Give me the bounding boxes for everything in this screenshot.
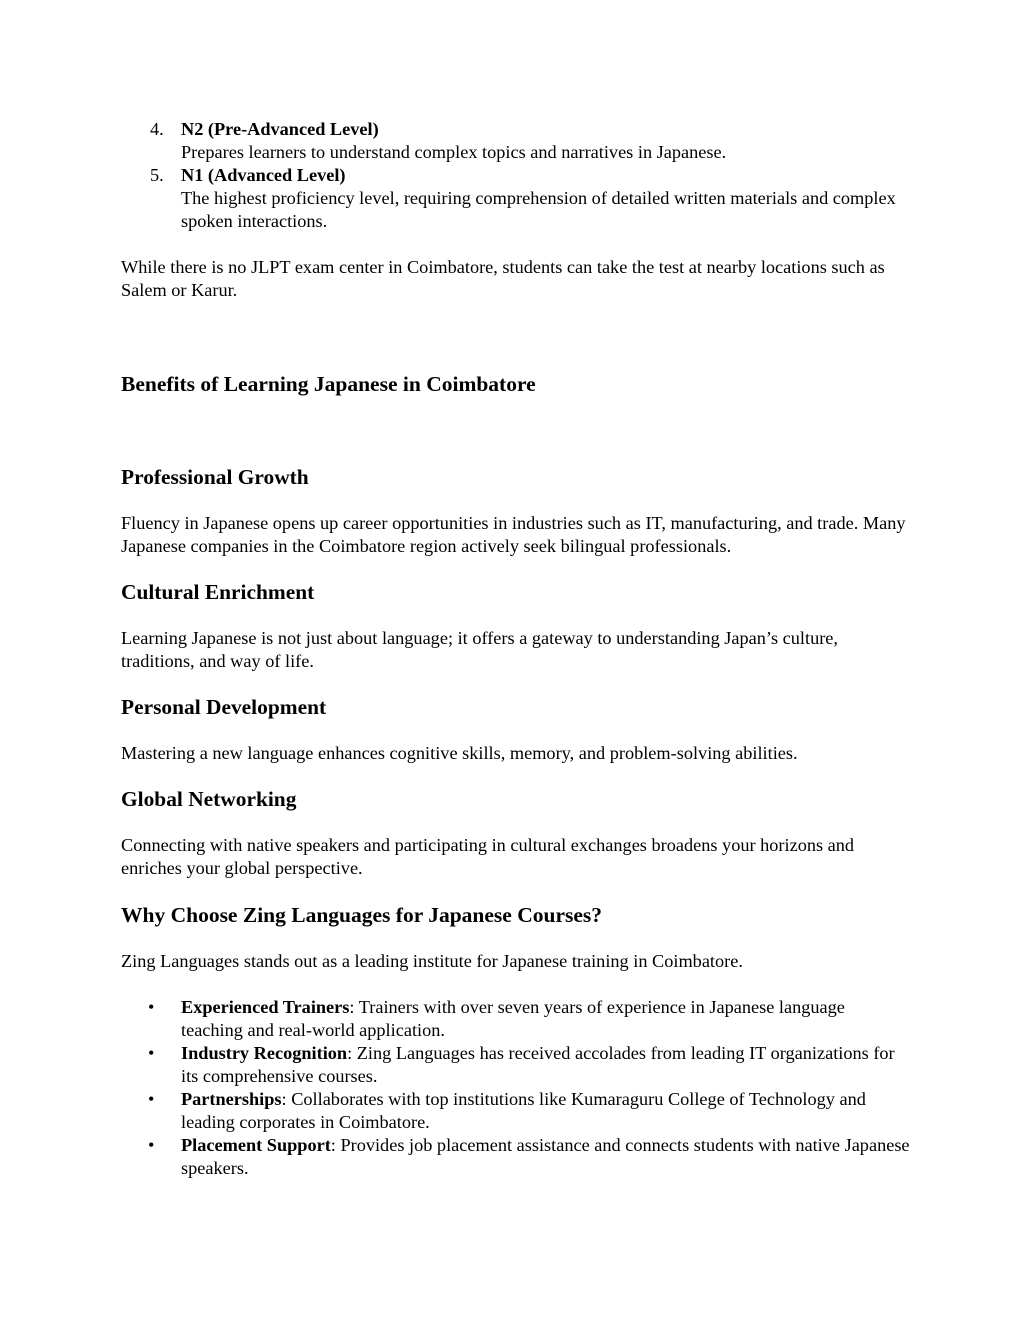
benefit-title-global-networking: Global Networking bbox=[121, 787, 297, 811]
why-choose-heading: Why Choose Zing Languages for Japanese Courses? bbox=[121, 903, 603, 927]
level-title: N1 (Advanced Level) bbox=[181, 165, 346, 185]
feature-text: : Trainers with over seven years of experience in Japanese language teaching and real-world application. bbox=[181, 997, 845, 1040]
jlpt-level-list bbox=[121, 118, 911, 233]
bullet-icon: • bbox=[148, 1043, 155, 1063]
feature-text: : Zing Languages has received accolades from leading IT organizations for its comprehensive courses. bbox=[181, 1043, 895, 1086]
benefit-title-personal-development: Personal Development bbox=[121, 695, 327, 719]
feature-term: Placement Support bbox=[181, 1135, 331, 1155]
bullet-icon: • bbox=[148, 1135, 155, 1155]
list-number: 4. bbox=[150, 119, 164, 139]
benefit-text-professional-growth: Fluency in Japanese opens up career opportunities in industries such as IT, manufacturing, and trade. Many Japanese companies in the Coimbatore region actively seek bilingual professionals. bbox=[121, 513, 906, 556]
feature-term: Partnerships bbox=[181, 1089, 282, 1109]
benefit-title-cultural-enrichment: Cultural Enrichment bbox=[121, 580, 315, 604]
feature-term: Experienced Trainers bbox=[181, 997, 350, 1017]
benefit-text-personal-development: Mastering a new language enhances cognitive skills, memory, and problem-solving abilities. bbox=[121, 743, 798, 763]
benefit-title-professional-growth: Professional Growth bbox=[121, 465, 309, 489]
why-choose-list bbox=[121, 996, 911, 1180]
benefits-heading: Benefits of Learning Japanese in Coimbatore bbox=[121, 372, 536, 396]
benefit-text-global-networking: Connecting with native speakers and participating in cultural exchanges broadens your horizons and enriches your global perspective. bbox=[121, 835, 855, 878]
feature-term: Industry Recognition bbox=[181, 1043, 348, 1063]
list-item bbox=[121, 1088, 911, 1134]
benefit-text-cultural-enrichment: Learning Japanese is not just about language; it offers a gateway to understanding Japan’s culture, traditions, and way of life. bbox=[121, 628, 838, 671]
level-description: The highest proficiency level, requiring comprehension of detailed written materials and complex spoken interactions. bbox=[181, 188, 896, 231]
list-item-n1 bbox=[121, 164, 911, 233]
bullet-icon: • bbox=[148, 997, 155, 1017]
document-page bbox=[121, 118, 911, 1180]
level-description: Prepares learners to understand complex topics and narratives in Japanese. bbox=[181, 142, 727, 162]
list-item bbox=[121, 996, 911, 1042]
feature-text: : Collaborates with top institutions like Kumaraguru College of Technology and leading corporates in Coimbatore. bbox=[181, 1089, 866, 1132]
level-title: N2 (Pre-Advanced Level) bbox=[181, 119, 379, 139]
why-choose-intro: Zing Languages stands out as a leading institute for Japanese training in Coimbatore. bbox=[121, 951, 743, 971]
list-number: 5. bbox=[150, 165, 164, 185]
list-item-n2 bbox=[121, 118, 911, 164]
jlpt-center-note: While there is no JLPT exam center in Coimbatore, students can take the test at nearby locations such as Salem or Karur. bbox=[121, 257, 885, 300]
list-item bbox=[121, 1042, 911, 1088]
list-item bbox=[121, 1134, 911, 1180]
bullet-icon: • bbox=[148, 1089, 155, 1109]
feature-text: : Provides job placement assistance and connects students with native Japanese speakers. bbox=[181, 1135, 910, 1178]
